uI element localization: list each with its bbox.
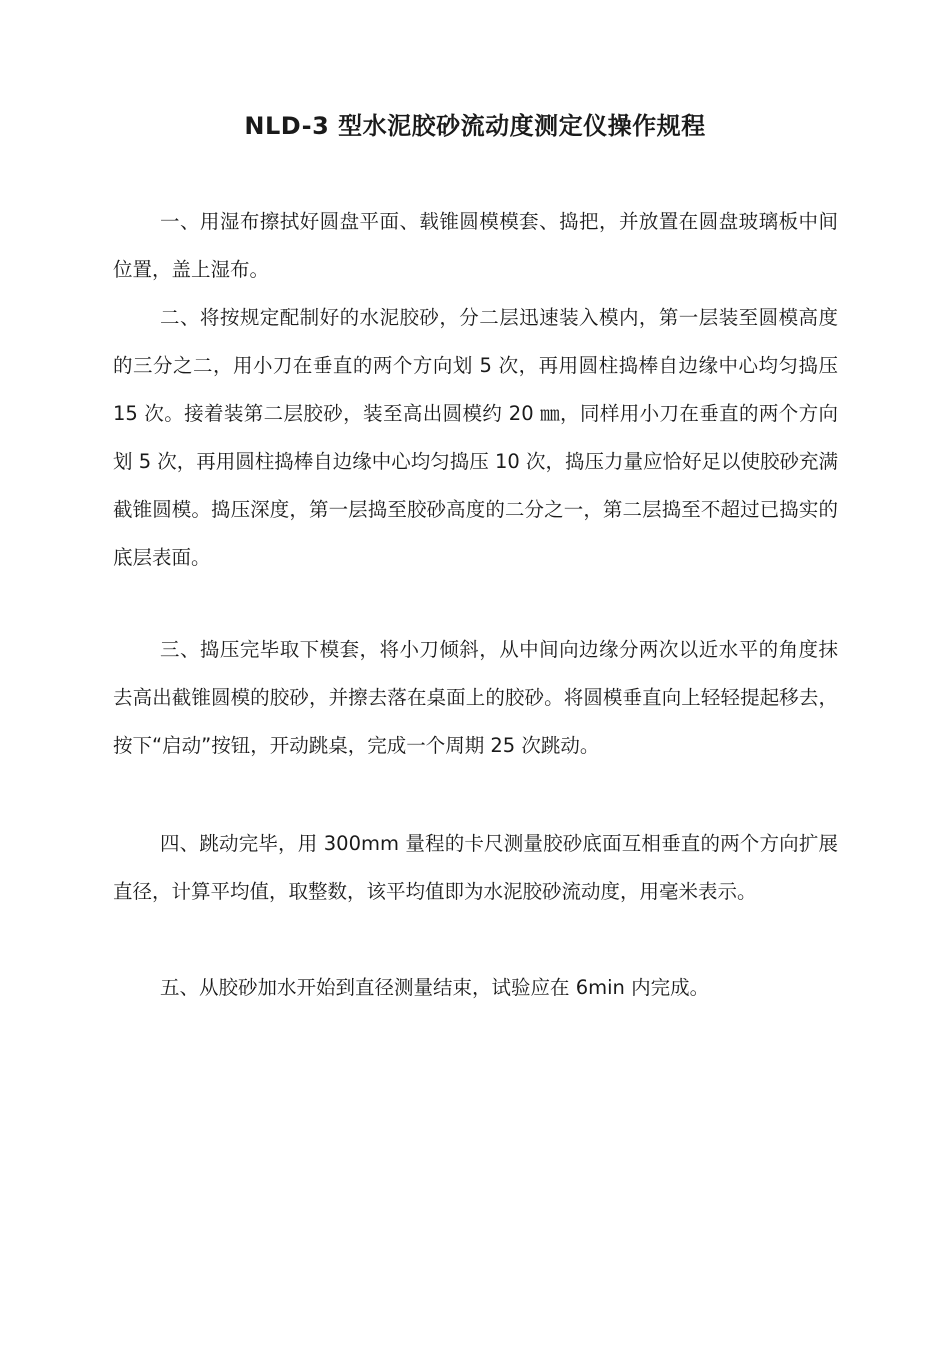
step-5-paragraph: 五、从胶砂加水开始到直径测量结束，试验应在 6min 内完成。 — [160, 976, 710, 999]
step-4-paragraph: 四、跳动完毕，用 300mm 量程的卡尺测量胶砂底面互相垂直的两个方向扩展直径，计算平均值，取整数，该平均值即为水泥胶砂流动度，用毫米表示。 — [113, 832, 838, 903]
document-title: NLD-3 型水泥胶砂流动度测定仪操作规程 — [244, 112, 706, 140]
step-3-paragraph: 三、捣压完毕取下模套，将小刀倾斜，从中间向边缘分两次以近水平的角度抹去高出截锥圆模的胶砂，并擦去落在桌面上的胶砂。将圆模垂直向上轻轻提起移去，按下“启动”按钮，开动跳桌，完成一个周期 25 次跳动。 — [113, 638, 838, 757]
step-2-paragraph: 二、将按规定配制好的水泥胶砂，分二层迅速装入模内，第一层装至圆模高度的三分之二，用小刀在垂直的两个方向划 5 次，再用圆柱捣棒自边缘中心均匀捣压 15 次。接着装第二层胶砂，装至高出圆模约 20 ㎜，同样用小刀在垂直的两个方向划 5 次，再用圆柱捣棒自边缘中心均匀捣压 10 次，捣压力量应恰好足以使胶砂充满截锥圆模。捣压深度，第一层捣至胶砂高度的二分之一，第二层捣至不超过已捣实的底层表面。 — [113, 306, 839, 569]
step-1-paragraph: 一、用湿布擦拭好圆盘平面、载锥圆模模套、捣把，并放置在圆盘玻璃板中间位置，盖上湿布。 — [113, 210, 838, 281]
